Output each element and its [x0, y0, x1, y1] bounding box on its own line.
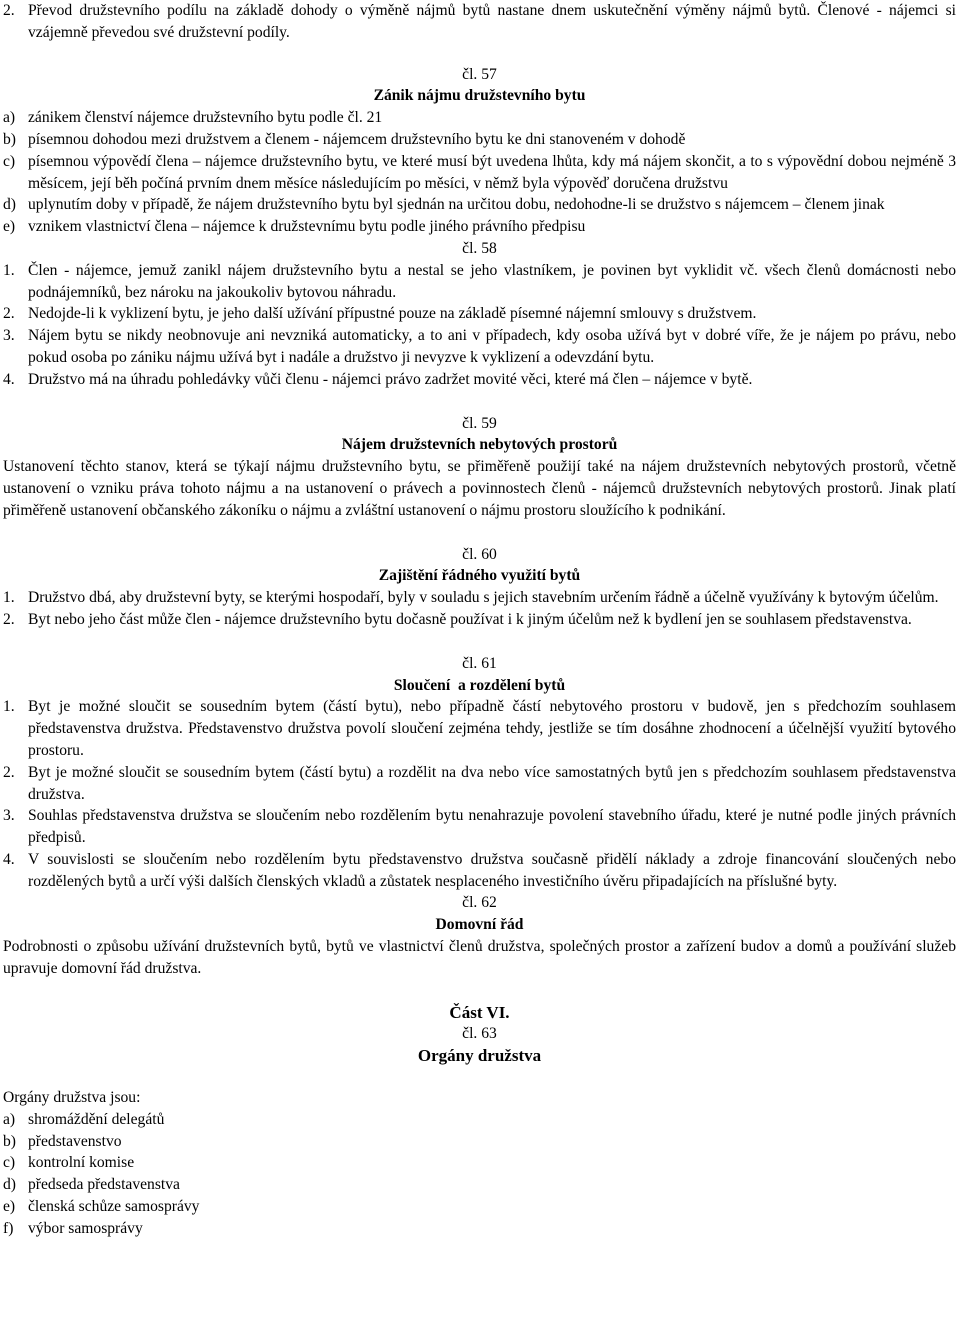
article-61-number: čl. 61: [462, 654, 497, 672]
article-62-title: Domovní řád: [435, 916, 524, 934]
article-62-number: čl. 62: [462, 894, 497, 912]
item-text: uplynutím doby v případě, že nájem družstevního bytu byl sjednán na určitou dobu, nedohodne-li se družstvo s nájemcem – členem jinak: [28, 196, 885, 214]
article-63-item-d: [3, 1174, 956, 1196]
item-text: představenstvo: [28, 1132, 122, 1150]
spacer: [3, 1067, 956, 1087]
article-63-number: čl. 63: [462, 1025, 497, 1043]
spacer: [3, 980, 956, 1002]
article-60-title: Zajištění řádného využití bytů: [378, 567, 581, 585]
article-59-title: Nájem družstevních nebytových prostorů: [341, 436, 618, 454]
item-text: Souhlas představenstva družstva se sloučením nebo rozdělením bytu nenahrazuje povolení stavebního úřadu, které je nutné podle jiných právních předpisů.: [28, 807, 956, 847]
article-63-item-e: [3, 1196, 956, 1218]
item-marker: d): [3, 1176, 16, 1194]
article-59-text: Ustanovení těchto stanov, která se týkají nájmu družstevního bytu, se přiměřeně použijí také na nájem družstevních nebytových prostorů, včetně ustanovení o vzniku práva tohoto nájmu a na ustanovení o právech a povinnostech členů - nájemců družstevních nebytových prostorů. Jinak platí přiměřeně ustanovení občanského zákoníku o nájmu a zvláštní ustanovení o nájmu prostoru sloužícího k podnikání.: [3, 458, 956, 519]
item-marker: e): [3, 1198, 16, 1216]
item-text: předseda představenstva: [28, 1176, 180, 1194]
article-61-item-1: [3, 696, 956, 761]
article-58-number: čl. 58: [462, 239, 497, 257]
item-text: shromáždění delegátů: [28, 1110, 165, 1128]
article-61-title: Sloučení a rozdělení bytů: [393, 676, 566, 694]
article-61-item-4: [3, 849, 956, 893]
article-59-number: čl. 59: [462, 414, 497, 432]
item-text: výbor samosprávy: [28, 1219, 143, 1237]
item-marker: c): [3, 152, 16, 170]
item-marker: 3.: [3, 327, 15, 345]
item-text: členská schůze samosprávy: [28, 1198, 200, 1216]
item-marker: 3.: [3, 807, 15, 825]
article-62-text: Podrobnosti o způsobu užívání družstevních bytů, bytů ve vlastnictví členů družstva, společných prostor a zařízení budov a domů a používání služeb upravuje domovní řád družstva.: [3, 938, 956, 977]
paragraph-2: [3, 0, 956, 44]
item-marker: f): [3, 1219, 14, 1237]
item-marker: b): [3, 1132, 16, 1150]
item-text: V souvislosti se sloučením nebo rozdělením bytu představenstvo družstva současně přidělí náklady a zdroje financování sloučených nebo rozdělených bytů a určí výši dalších členských vkladů a zůstatek nesplaceného investičního úvěru připadajících na příslušné byty.: [28, 850, 956, 890]
article-61-item-3: [3, 805, 956, 849]
article-63-intro: Orgány družstva jsou:: [3, 1089, 141, 1107]
article-60-item-2: [3, 609, 956, 631]
article-60-item-1: [3, 587, 956, 609]
item-marker: a): [3, 109, 16, 127]
item-text: Člen - nájemce, jemuž zanikl nájem družstevního bytu a nestal se jeho vlastníkem, je povinen byt vyklidit vč. všech členů domácnosti nebo podnájemníků, bez nároku na jakoukoliv bytovou náhradu.: [28, 261, 956, 301]
item-marker: 4.: [3, 850, 15, 868]
item-marker: 2.: [3, 610, 15, 628]
item-text: písemnou dohodou mezi družstvem a členem - nájemcem družstevního bytu ke dni stanoveném v dohodě: [28, 130, 686, 148]
item-text: Převod družstevního podílu na základě dohody o výměně nájmů bytů nastane dnem uskutečnění výměny nájmů bytů. Členové - nájemci si vzájemně převedou své družstevní podíly.: [28, 2, 956, 41]
item-text: Byt je možné sloučit se sousedním bytem (částí bytu), nebo případně částí nebytového prostoru v budově, jen s předchozím souhlasem představenstva družstva. Představenstvo družstva povolí sloučení zejména tehdy, jestliže se tím dosáhne zhodnocení a účelnější využití bytového prostoru.: [28, 698, 956, 759]
item-text: vznikem vlastnictví člena – nájemce k družstevnímu bytu podle jiného právního předpisu: [28, 218, 586, 236]
article-63-item-c: [3, 1152, 956, 1174]
part-6-title: Část VI.: [449, 1002, 510, 1022]
spacer: [3, 44, 956, 64]
item-text: Družstvo dbá, aby družstevní byty, se kterými hospodaří, byly v souladu s jejich stavebním určením řádně a účelně využívány k bytovým účelům.: [28, 589, 939, 607]
item-marker: 2.: [3, 305, 15, 323]
article-57-item-d: [3, 194, 956, 216]
article-63-item-f: [3, 1218, 956, 1240]
article-60-number: čl. 60: [462, 545, 497, 563]
spacer: [3, 631, 956, 653]
item-marker: e): [3, 218, 16, 236]
item-marker: c): [3, 1154, 16, 1172]
item-marker: 2.: [3, 2, 15, 19]
article-57-item-c: [3, 151, 956, 195]
article-61-item-2: [3, 762, 956, 806]
item-marker: 1.: [3, 589, 15, 607]
article-63-item-b: [3, 1131, 956, 1153]
item-text: Nájem bytu se nikdy neobnovuje ani nevzniká automaticky, a to ani v případech, kdy osoba užívá byt v dobré víře, že je nájem po právu, nebo pokud osoba po zániku nájmu užívá byt i nadále a družstvo ji nevyzve k vyklizení a odevzdání bytu.: [28, 327, 956, 366]
item-marker: 2.: [3, 763, 15, 781]
item-marker: b): [3, 130, 16, 148]
item-marker: a): [3, 1110, 16, 1128]
item-text: zánikem členství nájemce družstevního bytu podle čl. 21: [28, 109, 383, 127]
item-marker: 4.: [3, 370, 15, 388]
article-57-number: čl. 57: [462, 65, 497, 83]
item-text: Byt nebo jeho část může člen - nájemce družstevního bytu dočasně používat i k jiným účelům než k bydlení jen se souhlasem představenstva.: [28, 610, 912, 628]
article-57-item-e: [3, 216, 956, 238]
item-text: písemnou výpovědí člena – nájemce družstevního bytu, ve které musí být uvedena lhůta, kdy má nájem skončit, a to s výpovědní dobou nejméně 3 měsícem, její běh počíná prvním dnem měsíce následujícím po měsíci, v němž byla výpověď doručena družstvu: [28, 152, 956, 192]
spacer: [3, 391, 956, 413]
item-marker: 1.: [3, 261, 15, 279]
article-58-item-2: [3, 303, 956, 325]
item-text: Nedojde-li k vyklizení bytu, je jeho další užívání přípustné pouze na základě písemné nájemní smlouvy s družstvem.: [28, 305, 757, 323]
item-marker: d): [3, 196, 16, 214]
article-57-item-b: [3, 129, 956, 151]
article-63-title: Orgány družstva: [417, 1046, 542, 1066]
article-57-item-a: [3, 107, 956, 129]
article-58-item-1: [3, 260, 956, 304]
item-marker: 1.: [3, 698, 15, 716]
spacer: [3, 522, 956, 544]
article-57-title: Zánik nájmu družstevního bytu: [373, 87, 586, 105]
item-text: Byt je možné sloučit se sousedním bytem (částí bytu) a rozdělit na dva nebo více samostatných bytů jen s předchozím souhlasem představenstva družstva.: [28, 763, 956, 803]
article-58-item-3: [3, 325, 956, 369]
article-63-item-a: [3, 1109, 956, 1131]
article-58-item-4: [3, 369, 956, 391]
item-text: kontrolní komise: [28, 1154, 135, 1172]
item-text: Družstvo má na úhradu pohledávky vůči členu - nájemci právo zadržet movité věci, které má člen – nájemce v bytě.: [28, 370, 753, 388]
